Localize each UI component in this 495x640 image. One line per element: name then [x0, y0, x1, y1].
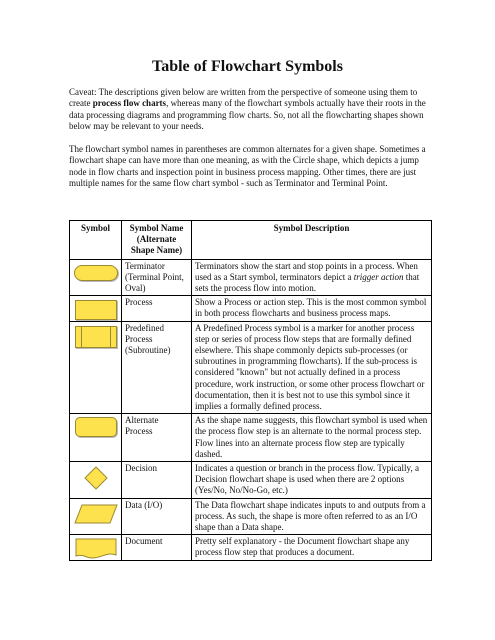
symbol-name-cell: Predefined Process (Subroutine) — [122, 321, 192, 414]
symbol-description-cell: Indicates a question or branch in the process flow. Typically, a Decision flowchart shape is used when there are 2 options (Yes/No, No/No-Go, etc.) — [192, 462, 432, 499]
page-title: Table of Flowchart Symbols — [152, 58, 343, 75]
table-row — [70, 321, 432, 414]
symbol-name-cell: Data (I/O) — [122, 498, 192, 535]
table-row — [70, 535, 432, 560]
description-text-end: that sets the process flow into motion. — [195, 271, 420, 294]
header-symbol-name: Symbol Name (Alternate Shape Name) — [122, 221, 192, 260]
table-header-row — [70, 221, 432, 260]
document-shape-icon — [75, 538, 117, 560]
symbol-name-cell: Process — [122, 296, 192, 321]
symbol-cell — [70, 498, 122, 535]
description-italic-text: trigger action — [353, 271, 404, 282]
symbol-cell — [70, 535, 122, 560]
symbol-description-cell: The Data flowchart shape indicates inputs to and outputs from a process. As such, the shape is more often referred to as an I/O shape than a Data shape. — [192, 498, 432, 535]
caveat-bold-text: process flow charts — [92, 98, 167, 109]
header-symbol: Symbol — [70, 221, 122, 260]
decision-shape-icon — [84, 466, 108, 490]
symbol-cell — [70, 296, 122, 321]
symbol-description-cell: Pretty self explanatory - the Document flowchart shape any process flow step that produces a document. — [192, 535, 432, 560]
symbol-name-cell: Decision — [122, 462, 192, 499]
data-shape-icon — [74, 504, 118, 524]
flowchart-symbols-table — [69, 220, 432, 561]
symbol-cell — [70, 259, 122, 296]
predefined-process-shape-icon — [75, 326, 117, 348]
header-symbol-description: Symbol Description — [192, 221, 432, 260]
symbol-description-cell: Show a Process or action step. This is the most common symbol in both process flowcharts and business process maps. — [192, 296, 432, 321]
symbol-description-cell — [192, 259, 432, 296]
symbol-cell — [70, 462, 122, 499]
table-row — [70, 498, 432, 535]
table-row — [70, 259, 432, 296]
symbol-cell — [70, 321, 122, 414]
caveat-text-start: Caveat: The descriptions given below are written from the perspective of someone using them to create — [69, 87, 418, 109]
symbol-cell — [70, 414, 122, 462]
symbol-name-cell: Alternate Process — [122, 414, 192, 462]
terminator-shape-icon — [74, 265, 118, 281]
caveat-text-end: , whereas many of the flowchart symbols actually have their roots in the data processing diagrams and programming flow charts. So, not all the flowcharting shapes shown below may be relevant to your needs. — [69, 98, 426, 132]
process-shape-icon — [75, 300, 117, 320]
description-text: Terminators show the start and stop points in a process. When used as a Start symbol, terminators depict a — [195, 260, 418, 282]
symbol-name-cell: Document — [122, 535, 192, 560]
symbol-description-cell: As the shape name suggests, this flowchart symbol is used when the process flow step is an alternate to the normal process step. Flow lines into an alternate process flow step are typically dashed. — [192, 414, 432, 462]
symbol-name-cell: Terminator (Terminal Point, Oval) — [122, 259, 192, 296]
table-row — [70, 296, 432, 321]
intro-paragraph: The flowchart symbol names in parentheses are common alternates for a given shape. Sometimes a flowchart shape can have more than one meaning, as with the Circle shape, which depicts a jump node in flow charts and inspection point in business process mapping. Other times, there are just multiple names for the same flow chart symbol - such as Terminator and Terminal Point. — [69, 144, 426, 189]
caveat-paragraph — [69, 87, 429, 133]
table-row — [70, 462, 432, 499]
alternate-process-shape-icon — [75, 417, 117, 437]
symbol-description-cell: A Predefined Process symbol is a marker for another process step or series of process flow steps that are formally defined elsewhere. This shape commonly depicts sub-processes (or subroutines in programming flowcharts). If the sub-process is considered "known" but not actually defined in a process procedure, work instruction, or some other process flowchart or documentation, then it is best not to use this symbol since it implies a formally defined process. — [192, 321, 432, 414]
table-row — [70, 414, 432, 462]
